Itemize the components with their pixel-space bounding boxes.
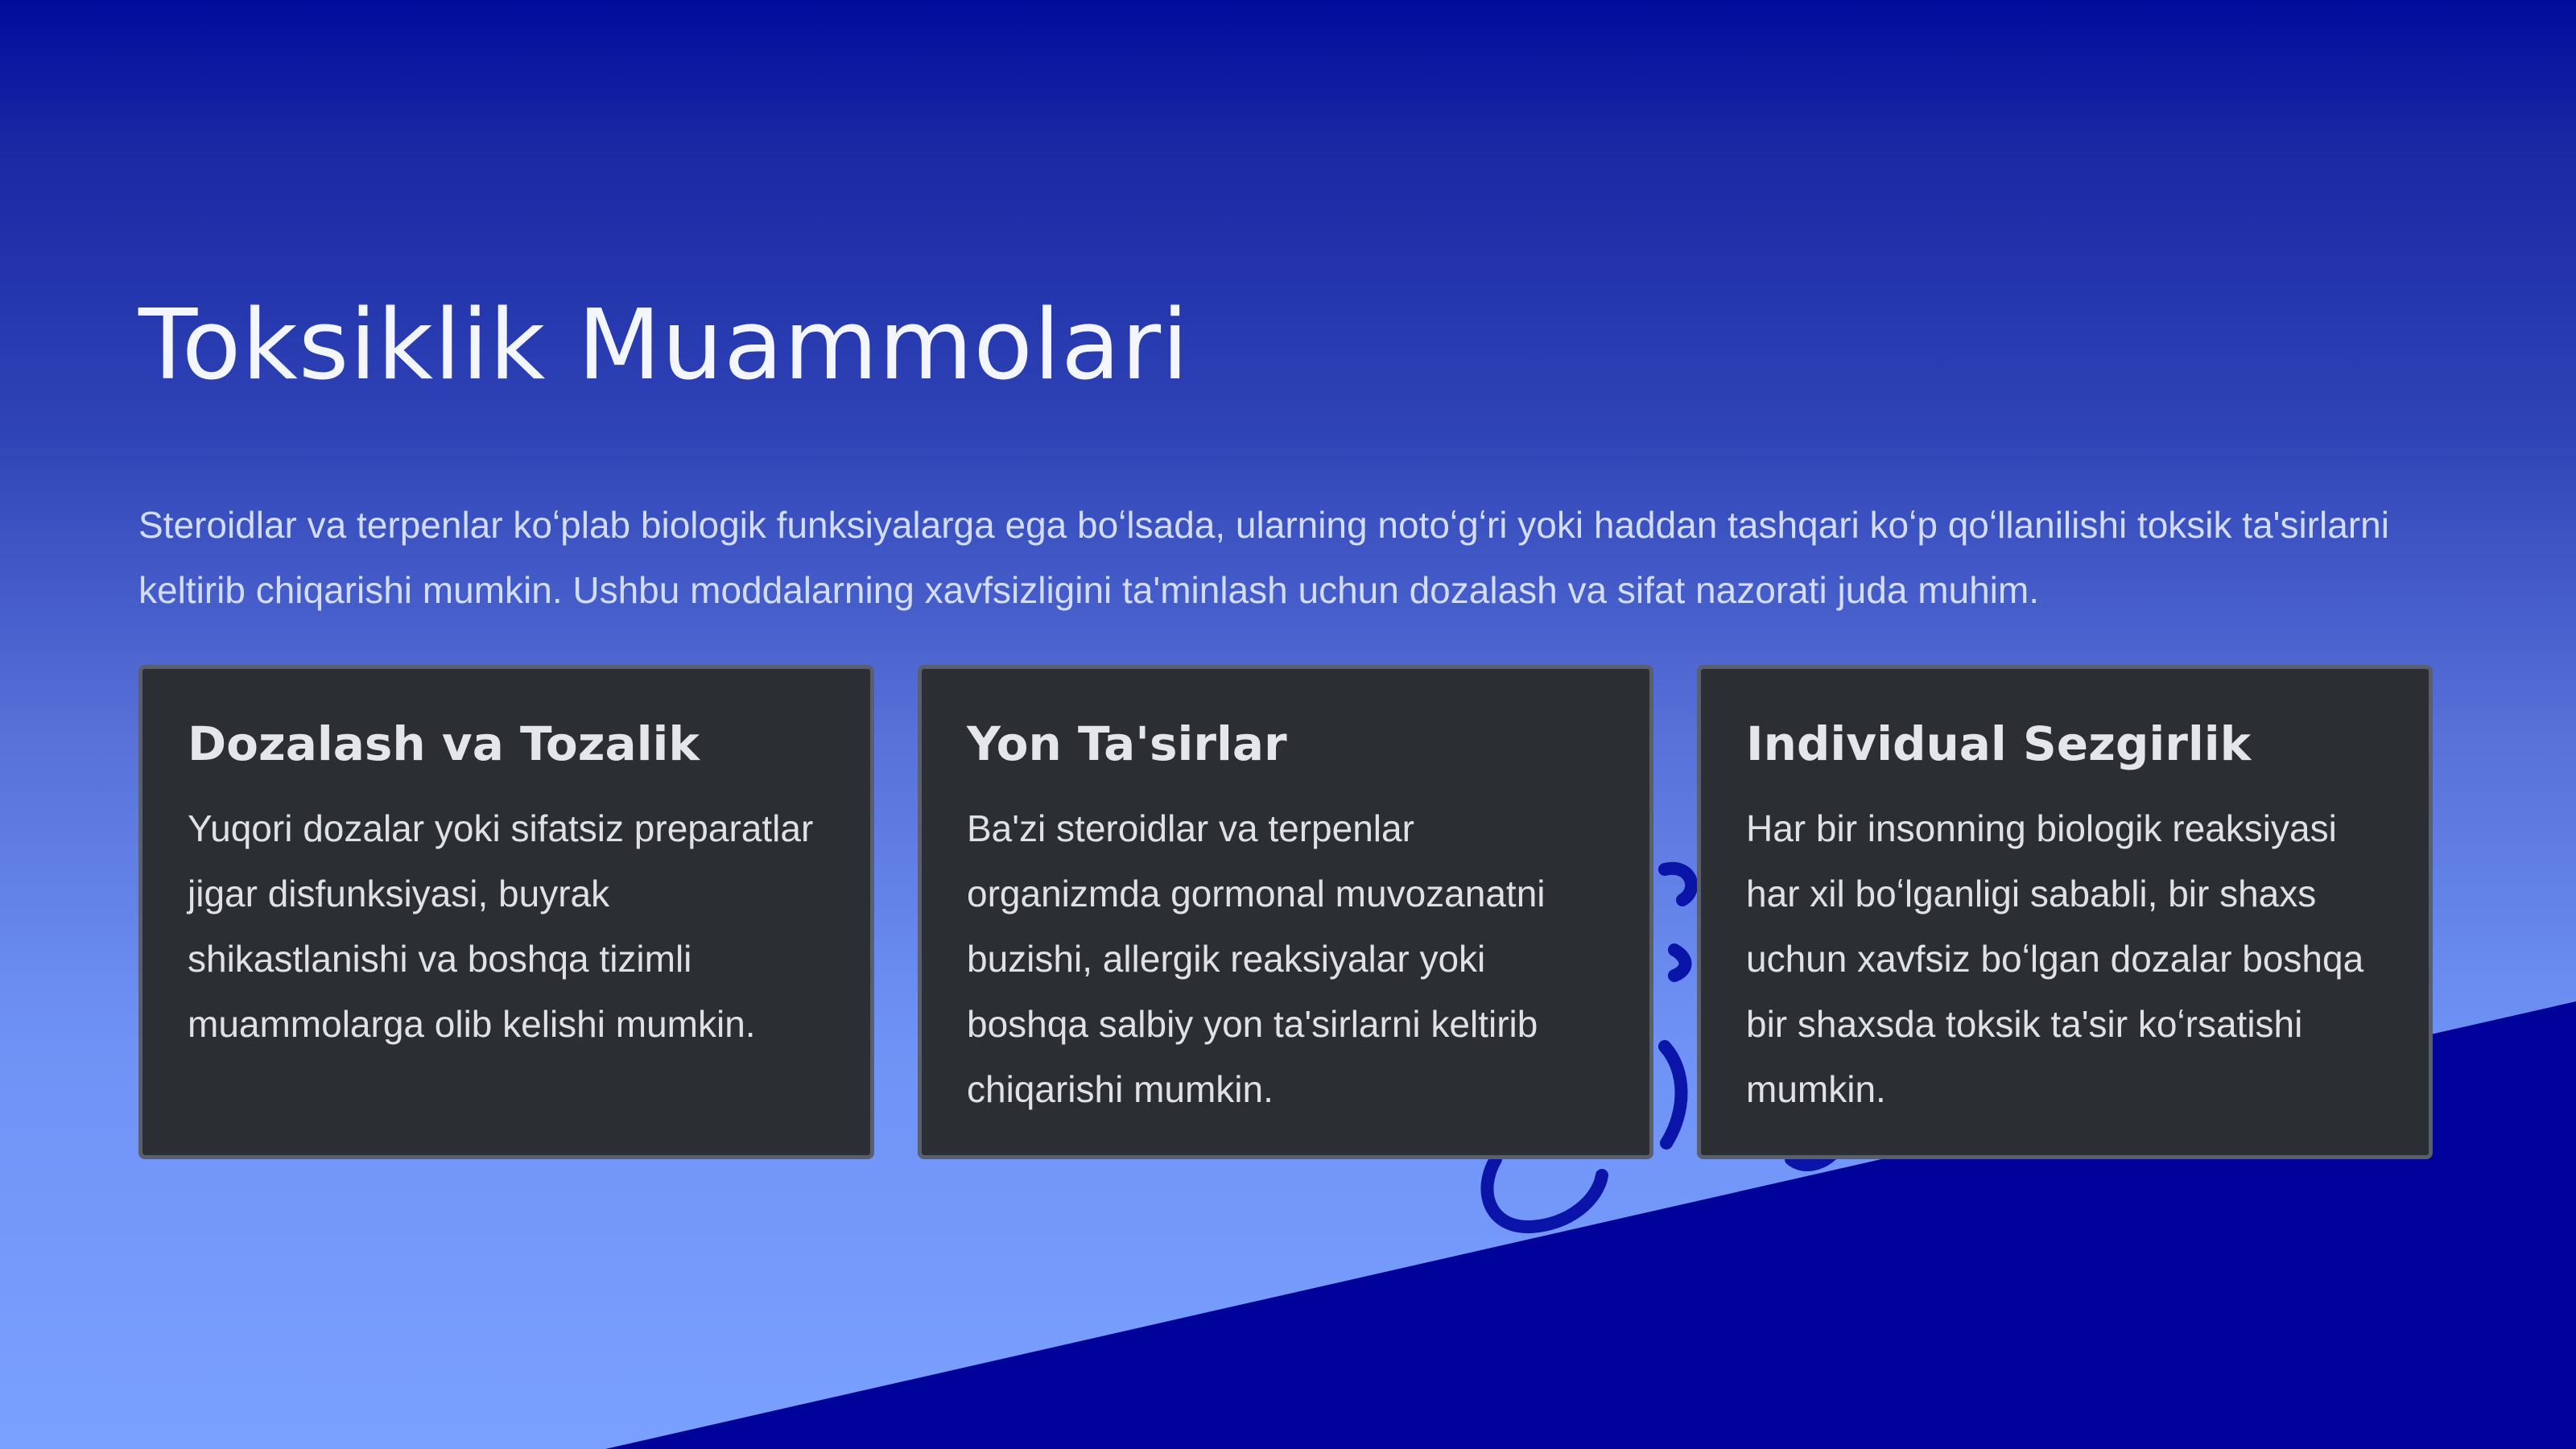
card-text: Har bir insonning biologik reaksiyasi har xil boʻlganligi sababli, bir shaxs uchun xavfsiz boʻlgan dozalar boshqa bir shaxsda toksik ta'sir koʻrsatishi mumkin.: [1746, 807, 2364, 1110]
card-individual-sezgirlik: [1697, 665, 2433, 1159]
card-title: Dozalash va Tozalik: [188, 716, 700, 771]
card-title: Yon Ta'sirlar: [967, 716, 1287, 771]
slide-title: Toksiklik Muammolari: [138, 290, 1190, 402]
card-text: Ba'zi steroidlar va terpenlar organizmda gormonal muvozanatni buzishi, allergik reaksiyalar yoki boshqa salbiy yon ta'sirlarni keltirib chiqarishi mumkin.: [967, 807, 1546, 1110]
card-dozalash: [138, 665, 874, 1159]
intro-paragraph: Steroidlar va terpenlar koʻplab biologik funksiyalarga ega boʻlsada, ularning notoʻgʻri yoki haddan tashqari koʻp qoʻllanilishi toksik ta'sirlarni keltirib chiqarishi mumkin. Ushbu moddalarning xavfsizligini ta'minlash uchun dozalash va sifat nazorati juda muhim.: [138, 504, 2389, 611]
card-text: Yuqori dozalar yoki sifatsiz preparatlar jigar disfunksiyasi, buyrak shikastlanishi va boshqa tizimli muammolarga olib kelishi mumkin.: [188, 807, 814, 1045]
card-title: Individual Sezgirlik: [1746, 716, 2252, 771]
card-yon-tasirlar: [918, 665, 1653, 1159]
